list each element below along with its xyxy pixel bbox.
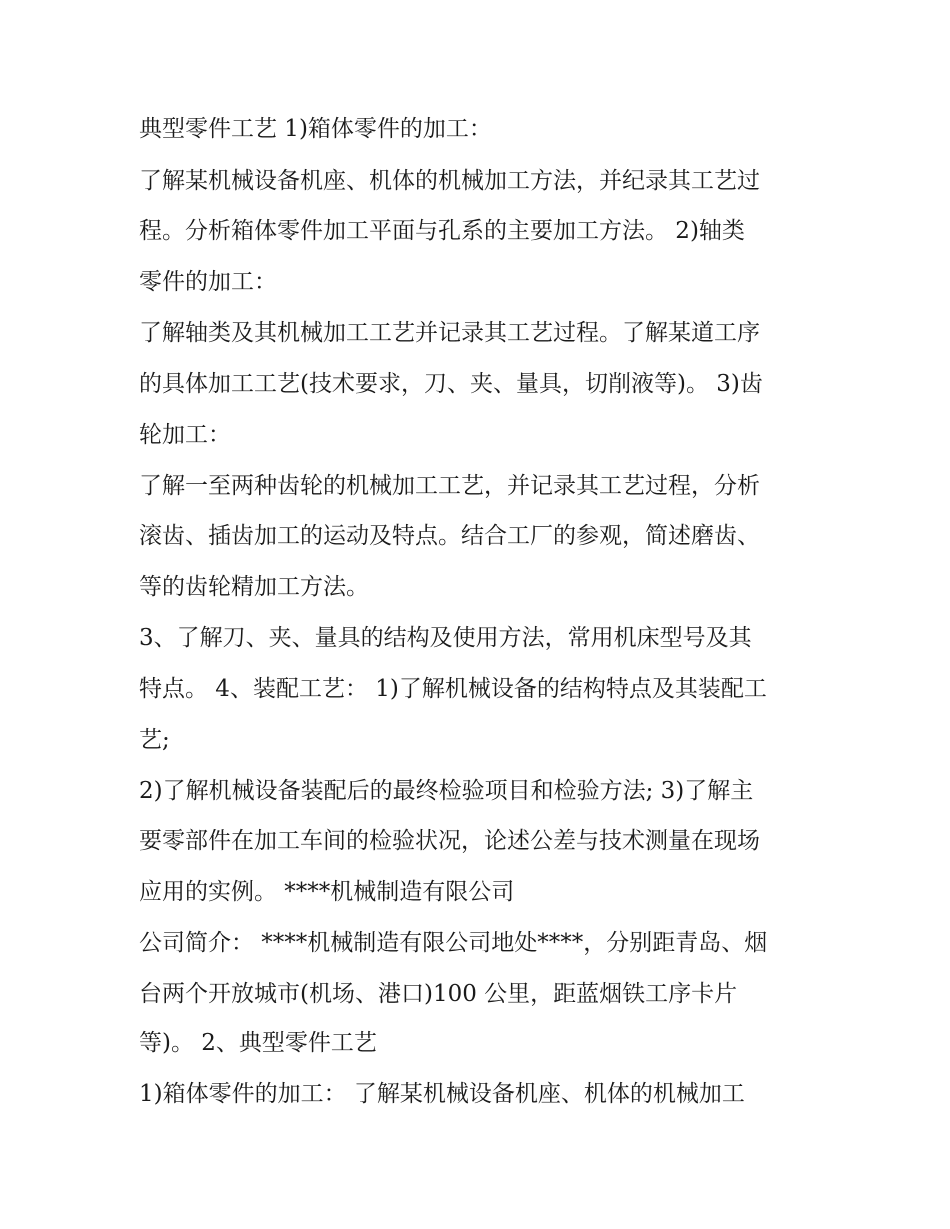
text-line: 滚齿、插齿加工的运动及特点。结合工厂的参观，简述磨齿、	[139, 523, 760, 549]
text-line: 公司简介： ****机械制造有限公司地处****，分别距青岛、烟	[139, 930, 768, 956]
text-line: 3、了解刀、夹、量具的结构及使用方法，常用机床型号及其	[139, 625, 752, 651]
text-line: 轮加工：	[139, 422, 231, 448]
text-line: 典型零件工艺 1)箱体零件的加工：	[139, 116, 492, 142]
text-line: 2)了解机械设备装配后的最终检验项目和检验方法; 3)了解主	[139, 778, 754, 804]
text-line: 应用的实例。 ****机械制造有限公司	[139, 879, 515, 905]
text-line: 艺;	[139, 727, 170, 753]
text-line: 台两个开放城市(机场、港口)100 公里，距蓝烟铁工序卡片	[139, 981, 738, 1007]
text-line: 特点。 4、装配工艺： 1)了解机械设备的结构特点及其装配工	[139, 676, 767, 702]
text-line: 的具体加工工艺(技术要求，刀、夹、量具，切削液等)。 3)齿	[139, 371, 763, 397]
text-line: 零件的加工：	[139, 269, 277, 295]
text-line: 1)箱体零件的加工： 了解某机械设备机座、机体的机械加工	[139, 1081, 745, 1107]
text-line: 了解一至两种齿轮的机械加工工艺，并记录其工艺过程，分析	[139, 473, 760, 499]
text-line: 要零部件在加工车间的检验状况，论述公差与技术测量在现场	[139, 828, 760, 854]
text-line: 了解轴类及其机械加工工艺并记录其工艺过程。了解某道工序	[139, 320, 760, 346]
text-line: 程。分析箱体零件加工平面与孔系的主要加工方法。 2)轴类	[139, 218, 745, 244]
text-line: 等的齿轮精加工方法。	[139, 574, 369, 600]
text-line: 了解某机械设备机座、机体的机械加工方法，并纪录其工艺过	[139, 168, 760, 194]
text-line: 等)。 2、典型零件工艺	[139, 1030, 377, 1056]
